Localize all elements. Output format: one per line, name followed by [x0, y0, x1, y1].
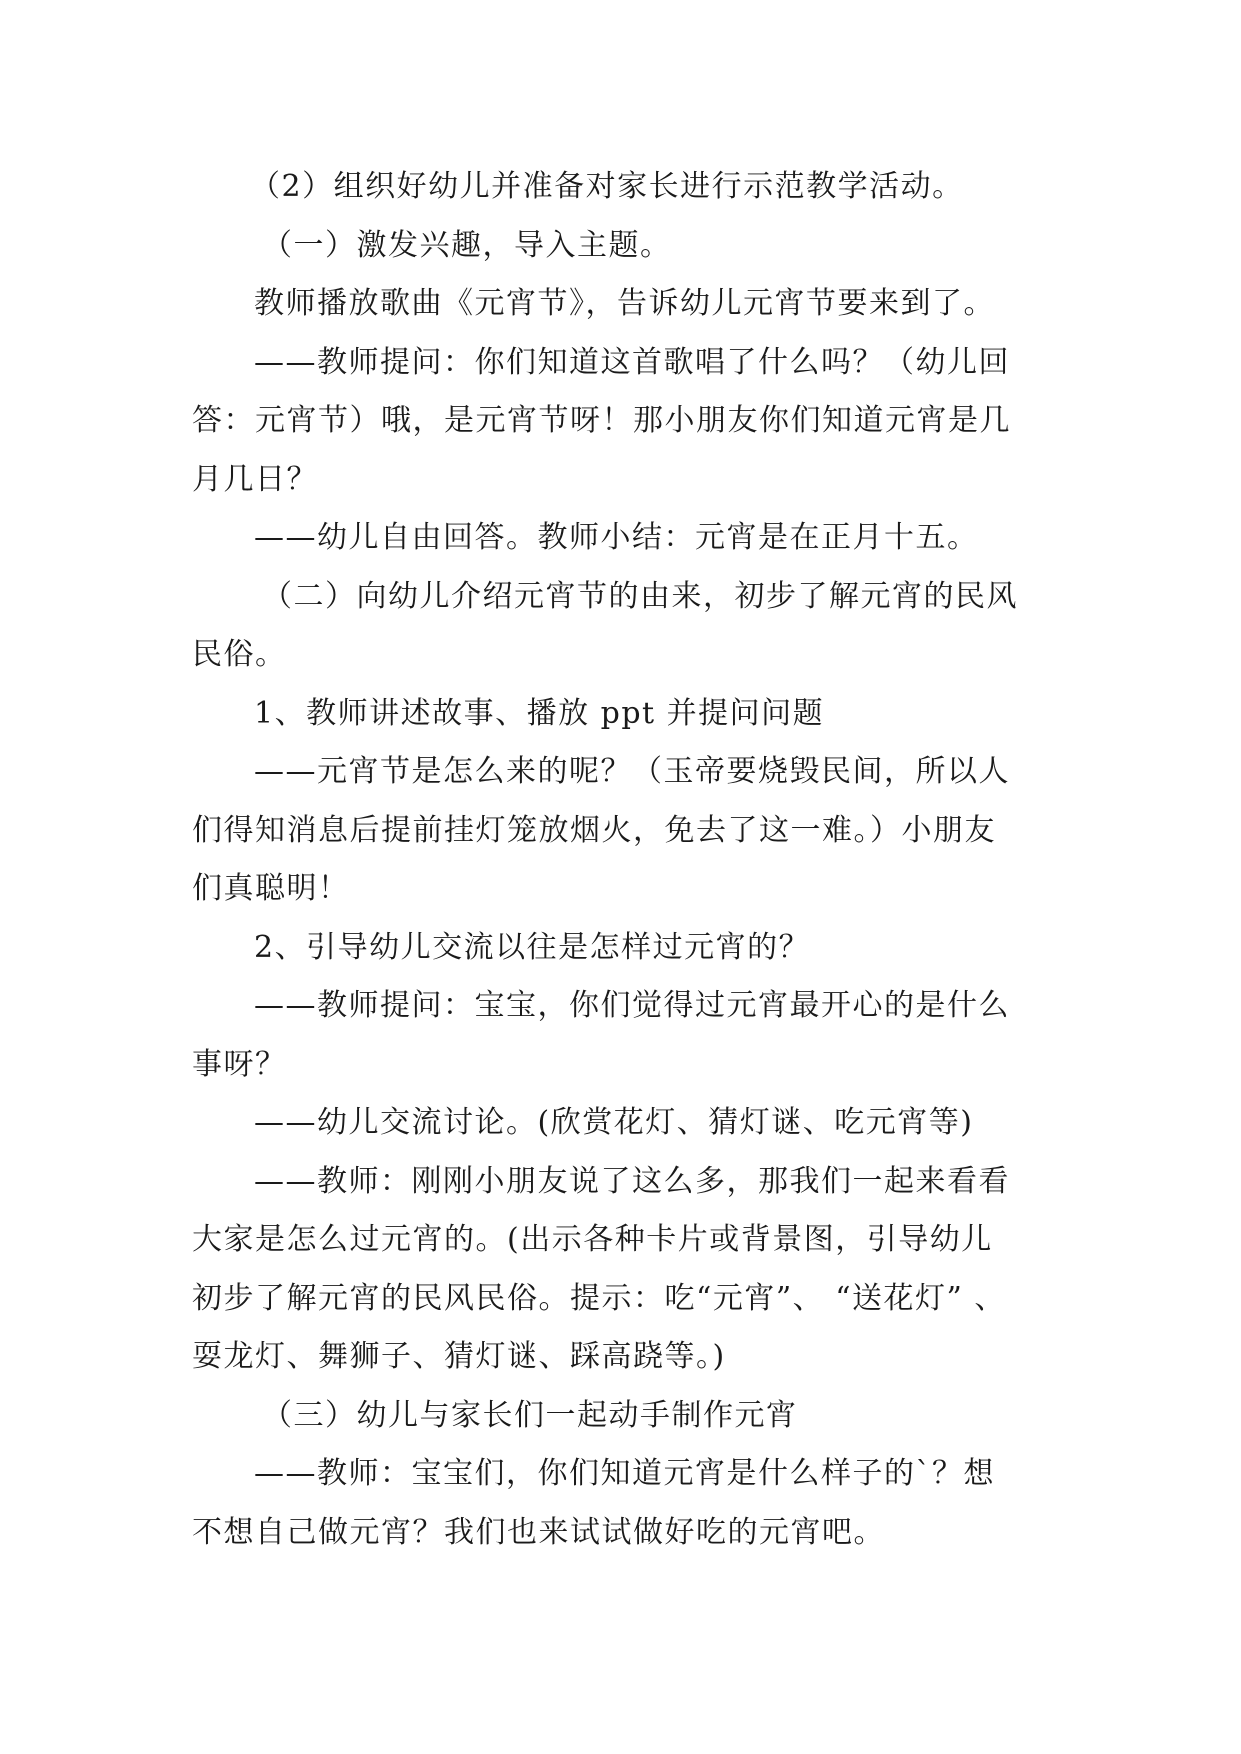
paragraph-line: ——幼儿交流讨论。(欣赏花灯、猜灯谜、吃元宵等)	[254, 1105, 974, 1140]
paragraph-line: 民俗。	[192, 637, 287, 672]
paragraph-line: 耍龙灯、舞狮子、猜灯谜、踩高跷等。)	[192, 1339, 726, 1374]
paragraph-line: 教师播放歌曲《元宵节》，告诉幼儿元宵节要来到了。	[254, 286, 995, 321]
paragraph-line: 们得知消息后提前挂灯笼放烟火，免去了这一难。）小朋友	[192, 812, 996, 848]
paragraph-line: ——元宵节是怎么来的呢？（玉帝要烧毁民间，所以人	[254, 754, 1010, 789]
paragraph-line: （2）组织好幼儿并准备对家长进行示范教学活动。	[250, 169, 964, 204]
paragraph-line: 事呀？	[192, 1046, 287, 1082]
paragraph-line: ——教师：刚刚小朋友说了这么多，那我们一起来看看	[254, 1163, 1010, 1199]
paragraph-line: 初步了解元宵的民风民俗。提示：吃“元宵”、 “送花灯” 、	[192, 1280, 1006, 1316]
paragraph-line: ——教师提问：宝宝，你们觉得过元宵最开心的是什么	[254, 988, 1010, 1023]
paragraph-line: 大家是怎么过元宵的。(出示各种卡片或背景图，引导幼儿	[192, 1222, 993, 1257]
section-heading: （一）激发兴趣，导入主题。	[262, 227, 672, 263]
paragraph-line: 们真聪明！	[192, 871, 350, 906]
paragraph-line: 2、引导幼儿交流以往是怎样过元宵的？	[254, 929, 811, 965]
paragraph-line: 不想自己做元宵？我们也来试试做好吃的元宵吧。	[192, 1514, 885, 1550]
paragraph-line: 1、教师讲述故事、播放 ppt 并提问问题	[254, 695, 825, 731]
document-body	[192, 158, 1052, 1562]
section-heading: （二）向幼儿介绍元宵节的由来，初步了解元宵的民风	[262, 578, 1018, 614]
paragraph-line: 月几日？	[192, 461, 318, 497]
paragraph-line: ——教师提问：你们知道这首歌唱了什么吗？（幼儿回	[254, 344, 1010, 380]
paragraph-line: ——教师：宝宝们，你们知道元宵是什么样子的`？想	[254, 1456, 995, 1491]
paragraph-line: 答：元宵节）哦，是元宵节呀！那小朋友你们知道元宵是几	[192, 403, 1011, 438]
section-heading: （三）幼儿与家长们一起动手制作元宵	[262, 1397, 798, 1433]
paragraph-line: ——幼儿自由回答。教师小结：元宵是在正月十五。	[254, 520, 979, 555]
